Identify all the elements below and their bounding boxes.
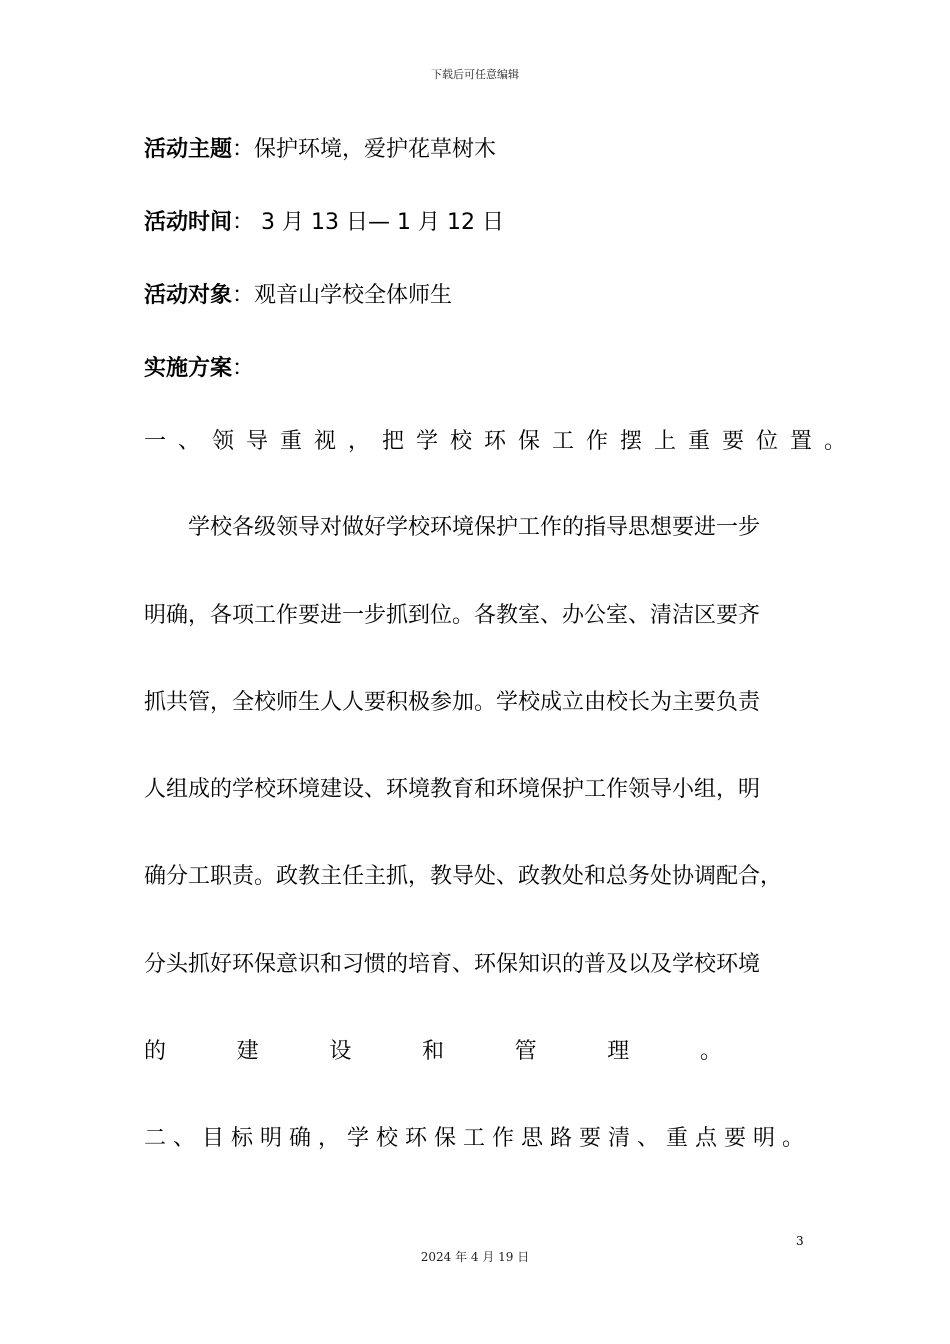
justified-char: 理	[607, 1039, 630, 1064]
justified-char: 管	[514, 1039, 537, 1064]
page-number: 3	[796, 1234, 804, 1248]
section-1-heading: 一、领导重视，把学校环保工作摆上重要位置。	[144, 429, 859, 454]
field-time	[144, 208, 504, 238]
field-value: 3 月 13 日— 1 月 12 日	[254, 210, 504, 235]
page-header: 下载后可任意编辑	[431, 68, 519, 81]
field-label: 实施方案	[144, 356, 233, 381]
field-label: 活动对象	[144, 283, 233, 308]
justified-char: 和	[421, 1039, 444, 1064]
paragraph-line: 明确，各项工作要进一步抓到位。各教室、办公室、清洁区要齐	[144, 603, 761, 628]
field-colon: ：	[232, 137, 255, 162]
field-audience	[144, 281, 452, 311]
paragraph-line: 学校各级领导对做好学校环境保护工作的指导思想要进一步	[144, 515, 761, 540]
justified-char: 设	[329, 1039, 352, 1064]
justified-char: 的	[144, 1039, 167, 1064]
field-plan	[144, 354, 254, 384]
field-value: 观音山学校全体师生	[254, 283, 453, 308]
paragraph-line: 确分工职责。政教主任主抓，教导处、政教处和总务处协调配合，	[144, 864, 783, 889]
paragraph-last-line	[144, 1037, 722, 1067]
field-label: 活动时间	[144, 210, 233, 235]
field-value: 保护环境，爱护花草树木	[254, 137, 497, 162]
justified-char: 建	[236, 1039, 259, 1064]
field-colon: ：	[232, 210, 255, 235]
field-theme	[144, 135, 496, 165]
field-colon: ：	[232, 283, 255, 308]
paragraph-line: 人组成的学校环境建设、环境教育和环境保护工作领导小组，明	[144, 777, 761, 802]
paragraph-line: 抓共管，全校师生人人要积极参加。学校成立由校长为主要负责	[144, 690, 761, 715]
paragraph-line: 分头抓好环保意识和习惯的培育、环保知识的普及以及学校环境	[144, 952, 761, 977]
field-colon: ：	[232, 356, 255, 381]
section-2-heading: 二、目标明确，学校环保工作思路要清、重点要明。	[144, 1126, 812, 1151]
page-footer-date: 2024 年 4 月 19 日	[420, 1250, 530, 1264]
field-label: 活动主题	[144, 137, 233, 162]
justified-char: 。	[699, 1039, 722, 1064]
